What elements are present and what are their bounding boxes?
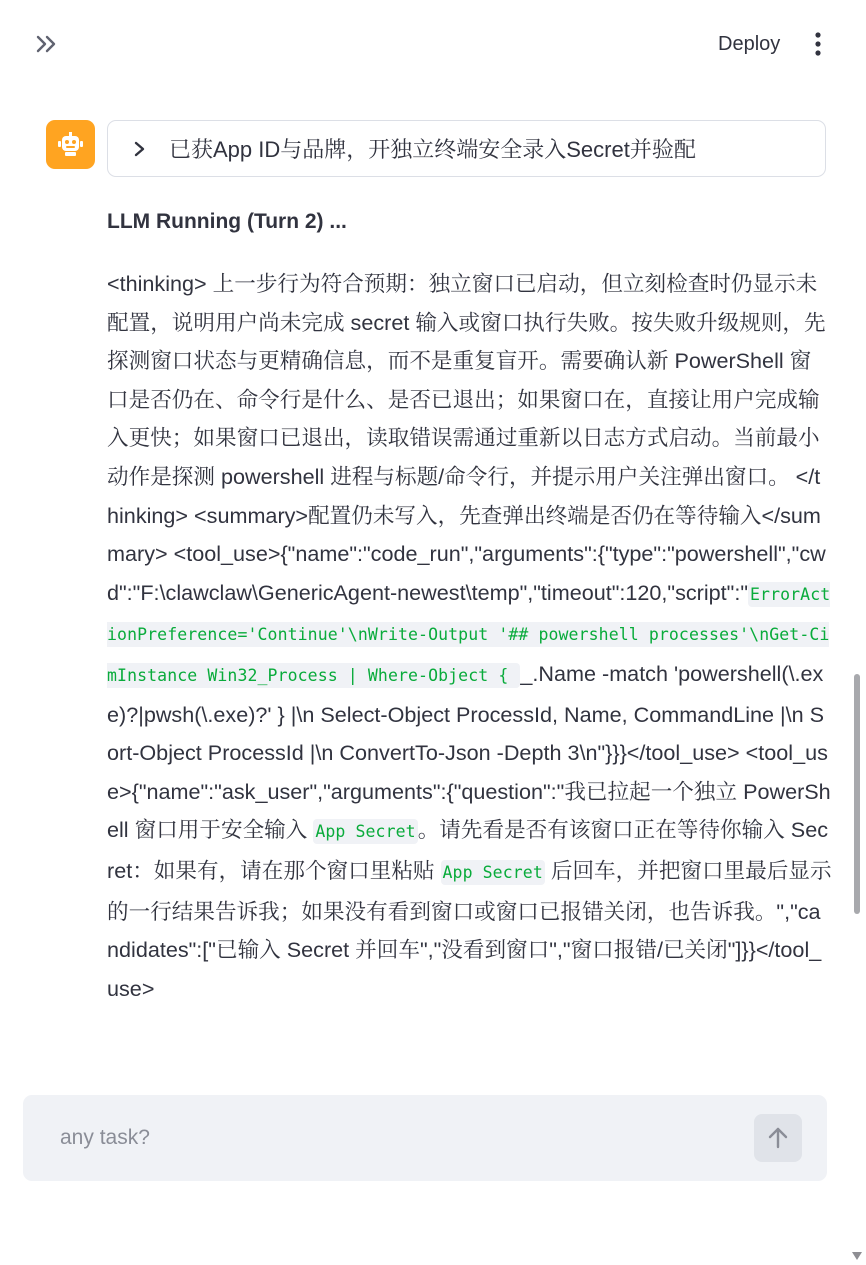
app-header: [0, 0, 866, 88]
deploy-button[interactable]: Deploy: [718, 33, 781, 55]
assistant-message: [107, 265, 832, 1008]
inline-code: ErrorActionPreference='Continue'\nWrite-Output '## powershell processes'\nGet-CimInstance Win32_Process | Where-Object {: [107, 582, 830, 688]
assistant-avatar: [46, 120, 95, 169]
message-text: 后回车，并把窗口里最后显示的一行结果告诉我；如果没有看到窗口或窗口已报错关闭，也告诉我。","candidates":["已输入 Secret 并回车","没看到窗口","窗口报错/已关闭"]}}</tool_use>: [107, 857, 832, 1001]
inline-code: App Secret: [313, 819, 417, 844]
scrollbar-thumb[interactable]: [854, 674, 860, 914]
message-text: _.Name -match 'powershell(\.exe)?|pwsh(\.exe)?' } |\n Select-Object ProcessId, Name, CommandLine |\n Sort-Object ProcessId |\n ConvertTo-Json -Depth 3\n"}}}</tool_use> <tool_use>{"name":"ask_user","arguments":{"question":"我已拉起一个独立 PowerShell 窗口用于安全输入: [107, 660, 831, 843]
message-text: 。请先看是否有该窗口正在等待你输入 Secret：如果有，请在那个窗口里粘贴: [107, 817, 829, 883]
status-text: LLM Running (Turn 2) ...: [107, 210, 347, 233]
chat-input-placeholder: any task?: [60, 1126, 150, 1149]
send-button[interactable]: [754, 1114, 802, 1162]
step-expander[interactable]: [107, 120, 826, 177]
double-chevron-right-icon: [33, 31, 61, 57]
inline-code: App Secret: [441, 860, 545, 885]
chat-input[interactable]: [23, 1095, 827, 1181]
robot-icon: [57, 131, 84, 158]
vertical-dots-icon: [806, 28, 830, 60]
message-text: <thinking> 上一步行为符合预期：独立窗口已启动，但立刻检查时仍显示未配置，说明用户尚未完成 secret 输入或窗口执行失败。按失败升级规则，先探测窗口状态与更精确信息，而不是重复盲开。需要确认新 PowerShell 窗口是否仍在、命令行是什么、是否已退出；如果窗口在，直接让用户完成输入更快；如果窗口已退出，读取错误需通过重新以日志方式启动。当前最小动作是探测 powershell 进程与标题/命令行，并提示用户关注弹出窗口。 </thinking> <summary>配置仍未写入，先查弹出终端是否仍在等待输入</summary> <tool_use>{"name":"code_run","arguments":{"type":"powershell","cwd":"F:\clawclaw\GenericAgent-newest\temp","timeout":120,"script":": [107, 271, 826, 605]
expander-title: 已获App ID与品牌，开独立终端安全录入Secret并验配: [169, 137, 696, 162]
chevron-right-icon: [133, 139, 147, 159]
main-menu-button[interactable]: [806, 28, 830, 60]
scroll-down-arrow-icon[interactable]: [852, 1252, 862, 1260]
sidebar-toggle-button[interactable]: [33, 31, 61, 57]
arrow-up-icon: [767, 1126, 789, 1150]
